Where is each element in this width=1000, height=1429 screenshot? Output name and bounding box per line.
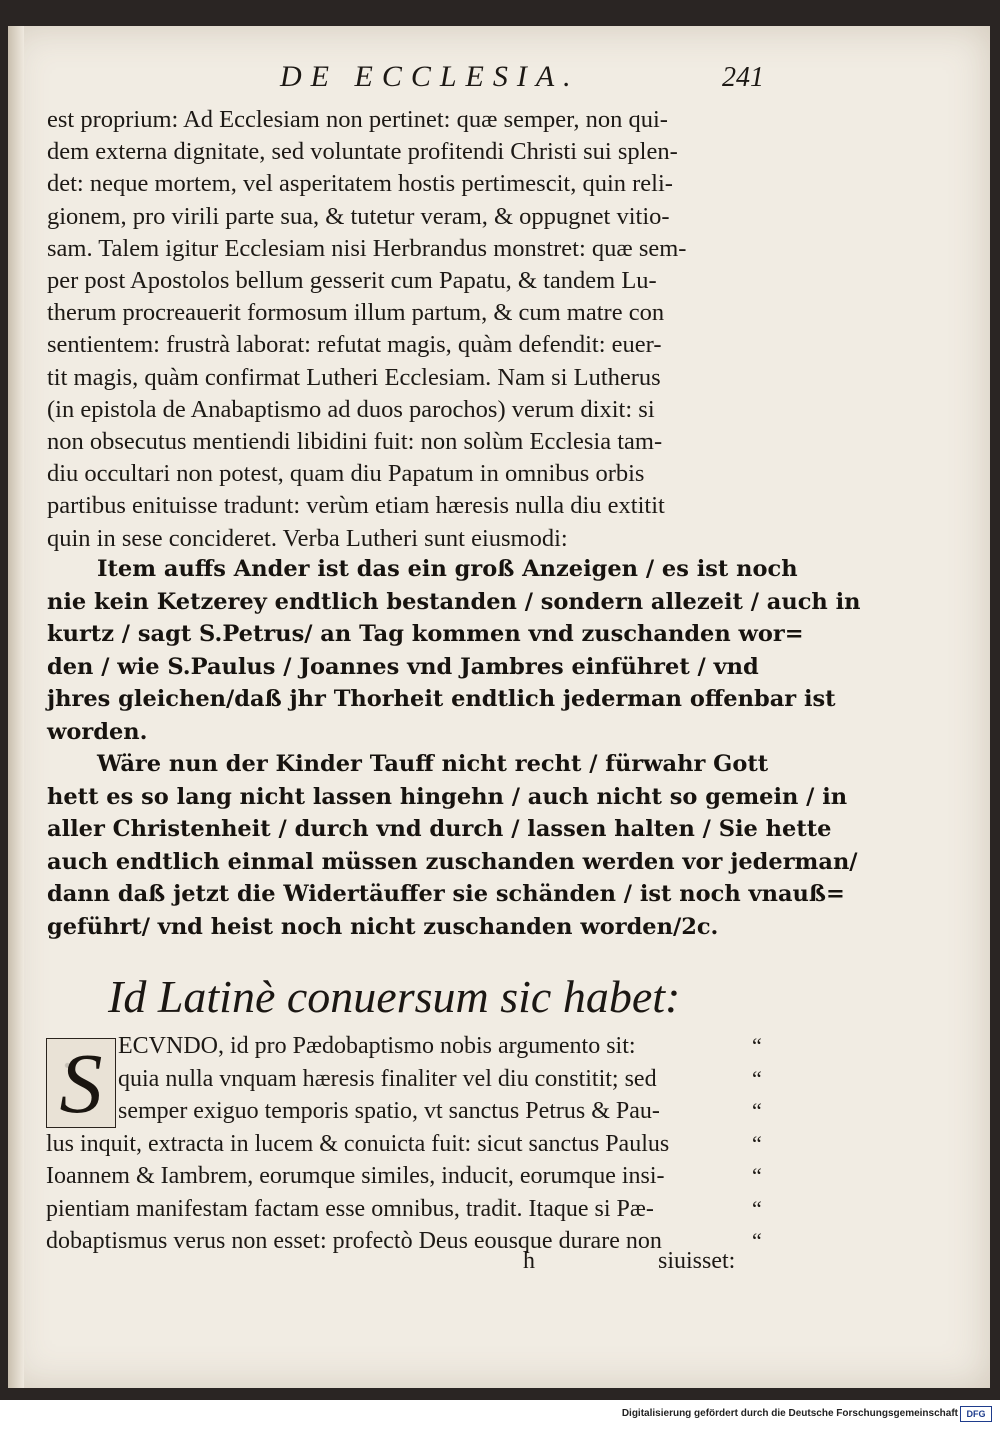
text-line: auch endtlich einmal müssen zuschanden werden vor jederman/: [47, 848, 858, 875]
latin-paragraph: [47, 104, 772, 555]
digitization-footer: [0, 1400, 1000, 1429]
text-line: dobaptismus verus non esset: profectò Deus eousque durare non: [46, 1228, 662, 1254]
latin-translation: [46, 1030, 746, 1258]
text-line: ECVNDO, id pro Pædobaptismo nobis argumento sit:: [118, 1033, 636, 1059]
text-line: det: neque mortem, vel asperitatem hostis pertimescit, quin reli-: [47, 170, 673, 198]
text-line: per post Apostolos bellum gesserit cum Papatu, & tandem Lu-: [47, 267, 657, 295]
text-line: semper exiguo temporis spatio, vt sanctus Petrus & Pau-: [118, 1098, 660, 1124]
text-line: (in epistola de Anabaptismo ad duos parochos) verum dixit: si: [47, 395, 655, 423]
text-line: sentientem: frustrà laborat: refutat magis, quàm defendit: euer-: [47, 331, 662, 359]
text-line: est proprium: Ad Ecclesiam non pertinet: quæ semper, non qui-: [47, 106, 668, 133]
text-line: Item auffs Ander ist das ein groß Anzeigen / es ist noch: [97, 556, 798, 582]
signature-mark: h: [523, 1248, 535, 1274]
text-line: dem externa dignitate, sed voluntate profitendi Christi sui splen-: [47, 138, 678, 166]
quote-mark: “: [752, 1098, 762, 1123]
catchword: siuisset:: [658, 1248, 736, 1274]
running-title: DE ECCLESIA.: [280, 60, 580, 93]
text-line: gionem, pro virili parte sua, & tutetur veram, & oppugnet vitio-: [47, 202, 670, 230]
page-binding-edge: [8, 26, 24, 1388]
quote-mark: “: [752, 1065, 762, 1091]
text-line: quin in sese concideret. Verba Lutheri sunt eiusmodi:: [47, 524, 568, 552]
text-line: sam. Talem igitur Ecclesiam nisi Herbrandus monstret: quæ sem-: [47, 234, 687, 262]
quote-mark: “: [752, 1130, 762, 1156]
page-header: [0, 60, 1000, 104]
text-line: jhres gleichen/daß jhr Thorheit endtlich jederman offenbar ist: [47, 686, 836, 712]
quote-mark: “: [752, 1195, 762, 1221]
text-line: worden.: [47, 718, 148, 745]
marginal-quote-marks: [752, 1030, 782, 1258]
text-line: hett es so lang nicht lassen hingehn / auch nicht so gemein / in: [47, 783, 848, 810]
text-line: diu occultari non potest, quam diu Papatum in omnibus orbis: [47, 460, 645, 488]
page-number: 241: [722, 62, 764, 93]
quote-mark: “: [752, 1228, 762, 1253]
text-line: kurtz / sagt S.Petrus/ an Tag kommen vnd zuschanden wor=: [47, 621, 804, 647]
text-line: den / wie S.Paulus / Joannes vnd Jambres einführet / vnd: [47, 653, 759, 680]
german-quotation: [47, 553, 861, 943]
text-line: lus inquit, extracta in lucem & conuicta fuit: sicut sanctus Paulus: [46, 1130, 670, 1157]
dfg-logo-icon: DFG: [960, 1406, 992, 1422]
ornamental-drop-cap: S: [46, 1038, 116, 1128]
text-line: non obsecutus mentiendi libidini fuit: non solùm Ecclesia tam-: [47, 428, 663, 456]
section-heading: Id Latinè conuersum sic habet:: [108, 971, 681, 1022]
text-line: partibus enituisse tradunt: verùm etiam hæresis nulla diu extitit: [47, 492, 665, 520]
text-line: Wäre nun der Kinder Tauff nicht recht / fürwahr Gott: [97, 751, 769, 777]
text-line: pientiam manifestam factam esse omnibus, tradit. Itaque si Pæ-: [46, 1195, 654, 1222]
funding-notice: Digitalisierung gefördert durch die Deutsche Forschungsgemeinschaft: [621, 1408, 958, 1419]
text-line: geführt/ vnd heist noch nicht zuschanden worden/2c.: [47, 913, 719, 940]
text-line: tit magis, quàm confirmat Lutheri Ecclesiam. Nam si Lutherus: [47, 363, 661, 391]
text-line: dann daß jetzt die Widertäuffer sie schänden / ist noch vnauß=: [47, 881, 845, 907]
quote-mark: “: [752, 1163, 762, 1188]
quote-mark: “: [752, 1033, 762, 1058]
text-line: aller Christenheit / durch vnd durch / lassen halten / Sie hette: [47, 816, 832, 842]
text-line: quia nulla vnquam hæresis finaliter vel diu constitit; sed: [118, 1065, 657, 1092]
text-line: therum procreauerit formosum illum partum, & cum matre con: [47, 299, 665, 327]
text-line: nie kein Ketzerey endtlich bestanden / sondern allezeit / auch in: [47, 588, 861, 615]
text-line: Ioannem & Iambrem, eorumque similes, inducit, eorumque insi-: [46, 1163, 665, 1189]
